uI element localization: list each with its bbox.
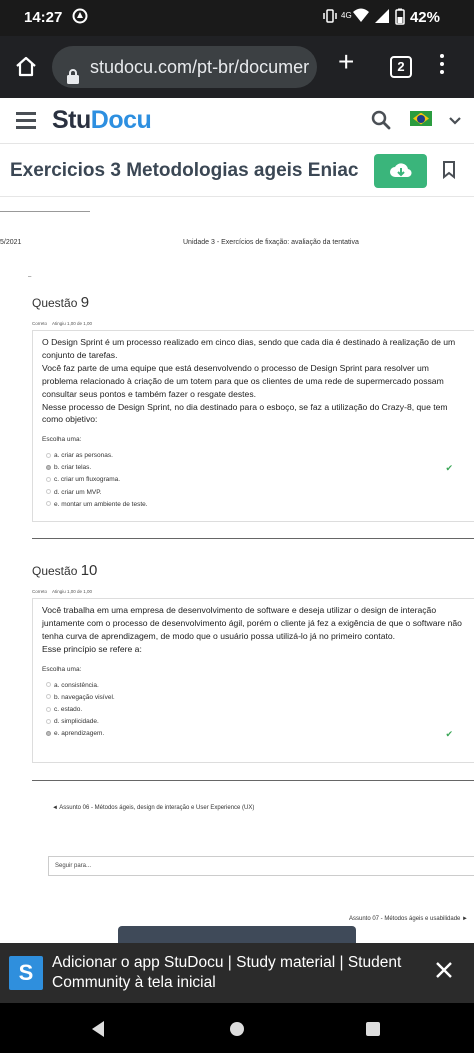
search-icon[interactable] <box>371 110 391 135</box>
question-9-text: O Design Sprint é um processo realizado em cinco dias, sendo que cada dia é destinado à realização de um conjunto de tarefas. Você faz parte de uma equipe que está desenvolvendo o processo de Design Sprint para resolver um problema relacionado à criação de um totem para que os clientes de uma rede de supermercado possam consultar seus pontos e também fazer o resgate destes. Nesse processo de Design Sprint, no dia destinado para o esboço, se faz a utilização do Crazy-8, que tem como objetivo: <box>42 337 456 425</box>
radio-selected-icon <box>46 465 51 470</box>
question-10-box <box>32 598 474 763</box>
address-bar[interactable] <box>52 46 317 88</box>
check-icon: ✔ <box>445 728 453 739</box>
radio-icon <box>46 694 51 699</box>
choose-label: Escolha uma: <box>42 436 82 444</box>
notification-icon <box>72 8 88 27</box>
close-icon[interactable] <box>434 960 454 985</box>
jump-to-select[interactable]: Seguir para... <box>48 856 474 876</box>
system-navigation-bar <box>0 1003 474 1053</box>
question-10-text: Você trabalha em uma empresa de desenvolvimento de software e deseja utilizar o design de interação juntamente com o processo de desenvolvimento ágil, porém o cliente já fez a exigência de que o software não tenha curva de aprendizagem, de modo que o usuário possa utilizá-lo já no primeiro contato. Esse princípio se refere a: <box>42 605 462 654</box>
option-c[interactable]: c. criar um fluxograma. <box>42 474 465 486</box>
add-to-homescreen-banner[interactable] <box>0 943 474 1003</box>
battery-icon <box>395 8 405 28</box>
question-10-title: Questão 10 <box>32 562 98 579</box>
choose-label: Escolha uma: <box>42 665 82 673</box>
recents-icon[interactable] <box>366 1022 380 1036</box>
brazil-flag-icon[interactable] <box>410 111 432 126</box>
prev-lesson-link[interactable]: ◄ Assunto 06 - Métodos ágeis, design de interação e User Experience (UX) <box>52 805 255 811</box>
vibrate-icon <box>322 8 338 27</box>
url-text: studocu.com/pt-br/documer <box>90 57 310 77</box>
option-d[interactable]: d. simplicidade. <box>42 716 465 728</box>
bookmark-icon[interactable] <box>442 161 456 184</box>
banner-text[interactable]: Adicionar o app StuDocu | Study material | Student Community à tela inicial <box>52 954 402 991</box>
signal-icon <box>374 8 390 27</box>
check-icon: ✔ <box>445 463 453 474</box>
home-circle-icon[interactable] <box>230 1022 244 1036</box>
battery-level: 42% <box>409 9 440 26</box>
question-9-box <box>32 330 474 522</box>
page-date: 5/2021 <box>0 239 22 246</box>
radio-icon <box>46 489 51 494</box>
next-lesson-link[interactable]: Assunto 07 - Métodos ágeis e usabilidade ► <box>348 916 468 922</box>
document-viewer[interactable] <box>0 198 474 943</box>
status-bar <box>0 0 474 36</box>
option-e[interactable]: e. aprendizagem. ✔ <box>42 728 465 740</box>
radio-selected-icon <box>46 731 51 736</box>
radio-icon <box>46 719 51 724</box>
question-9-title: Questão 9 <box>32 294 90 311</box>
download-button[interactable] <box>374 154 427 188</box>
lock-icon <box>66 58 80 88</box>
page-divider <box>0 211 90 212</box>
page-header: Unidade 3 - Exercícios de fixação: avaliação da tentativa <box>183 239 359 246</box>
document-title: Exercicios 3 Metodologias ageis Eniac <box>10 160 359 181</box>
question-9-meta: Correto Atingiu 1,00 de 1,00 <box>32 321 93 326</box>
option-d[interactable]: d. criar um MVP. <box>42 487 465 499</box>
radio-icon <box>46 682 51 687</box>
question-separator <box>32 538 474 539</box>
tab-switcher-button[interactable]: 2 <box>390 56 412 78</box>
site-header <box>0 98 474 144</box>
radio-icon <box>46 707 51 712</box>
page-marker: – <box>28 274 32 280</box>
chevron-down-icon[interactable] <box>448 113 462 131</box>
option-c[interactable]: c. estado. <box>42 704 465 716</box>
option-a[interactable]: a. consistência. <box>42 680 465 692</box>
option-e[interactable]: e. montar um ambiente de teste. <box>42 499 465 511</box>
browser-menu-icon[interactable] <box>440 54 444 78</box>
question-10-meta: Correto Atingiu 1,00 de 1,00 <box>32 589 93 594</box>
status-time: 14:27 <box>24 9 63 26</box>
new-tab-button[interactable]: + <box>338 46 355 77</box>
radio-icon <box>46 477 51 482</box>
cloud-download-icon <box>389 161 413 181</box>
studocu-app-icon: S <box>9 956 43 990</box>
radio-icon <box>46 453 51 458</box>
option-b[interactable]: b. navegação visível. <box>42 692 465 704</box>
option-a[interactable]: a. criar as personas. <box>42 450 465 462</box>
home-icon[interactable] <box>14 55 38 84</box>
document-title-bar <box>0 145 474 197</box>
hamburger-menu-icon[interactable] <box>16 112 36 133</box>
network-type: 4G <box>341 11 352 20</box>
browser-toolbar <box>0 36 474 98</box>
option-b[interactable]: b. criar telas. ✔ <box>42 462 465 474</box>
question-separator <box>32 780 474 781</box>
wifi-icon <box>352 8 370 27</box>
back-icon[interactable] <box>90 1020 106 1043</box>
studocu-logo[interactable]: StuDocu <box>52 106 152 134</box>
radio-icon <box>46 501 51 506</box>
